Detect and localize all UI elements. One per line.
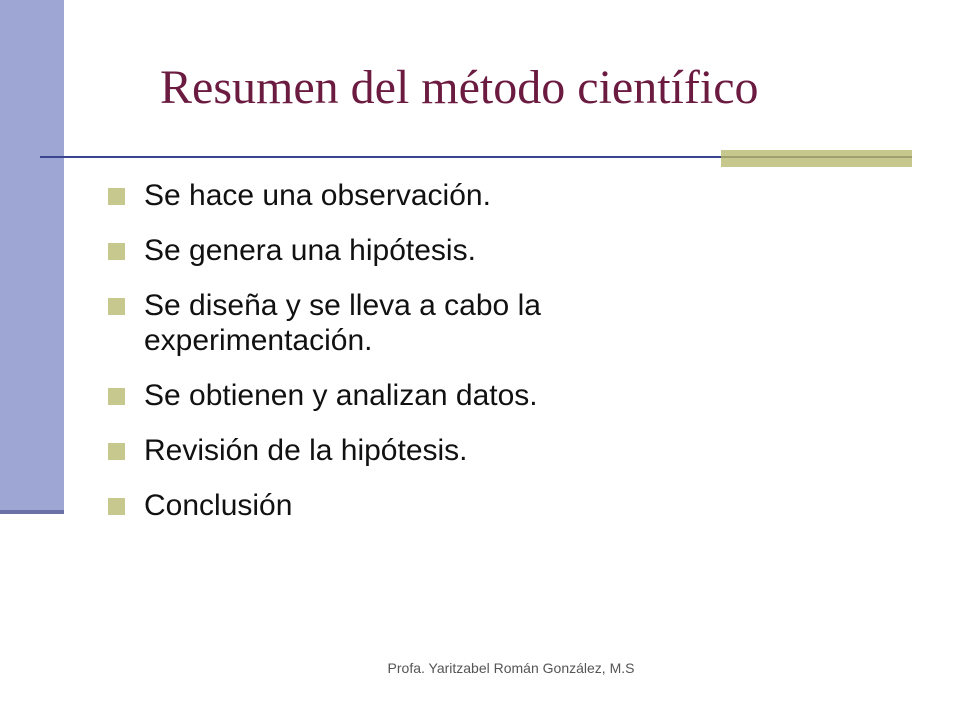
square-bullet-icon xyxy=(108,443,125,460)
title-divider-accent-line xyxy=(721,156,912,158)
square-bullet-icon xyxy=(108,243,125,260)
bullet-item xyxy=(108,488,728,523)
bullet-text: Se obtienen y analizan datos. xyxy=(144,379,538,412)
square-bullet-icon xyxy=(108,498,125,515)
bullet-text: Revisión de la hipótesis. xyxy=(144,434,468,467)
bullet-text: Se genera una hipótesis. xyxy=(144,234,476,267)
bullet-item xyxy=(108,433,728,468)
slide-footer: Profa. Yaritzabel Román González, M.S xyxy=(387,660,635,676)
bullet-list xyxy=(108,178,728,543)
bullet-item xyxy=(108,288,728,358)
slide-title: Resumen del método científico xyxy=(160,61,759,114)
bullet-item xyxy=(108,233,728,268)
left-bar-shadow xyxy=(0,510,64,514)
square-bullet-icon xyxy=(108,298,125,315)
bullet-item xyxy=(108,378,728,413)
square-bullet-icon xyxy=(108,188,125,205)
bullet-text: Conclusión xyxy=(144,489,293,522)
bullet-item xyxy=(108,178,728,213)
square-bullet-icon xyxy=(108,388,125,405)
left-decorative-bar xyxy=(0,0,64,512)
bullet-text: Se diseña y se lleva a cabo la experimentación. xyxy=(144,289,541,357)
bullet-text: Se hace una observación. xyxy=(144,179,491,212)
title-divider-accent xyxy=(721,150,912,167)
